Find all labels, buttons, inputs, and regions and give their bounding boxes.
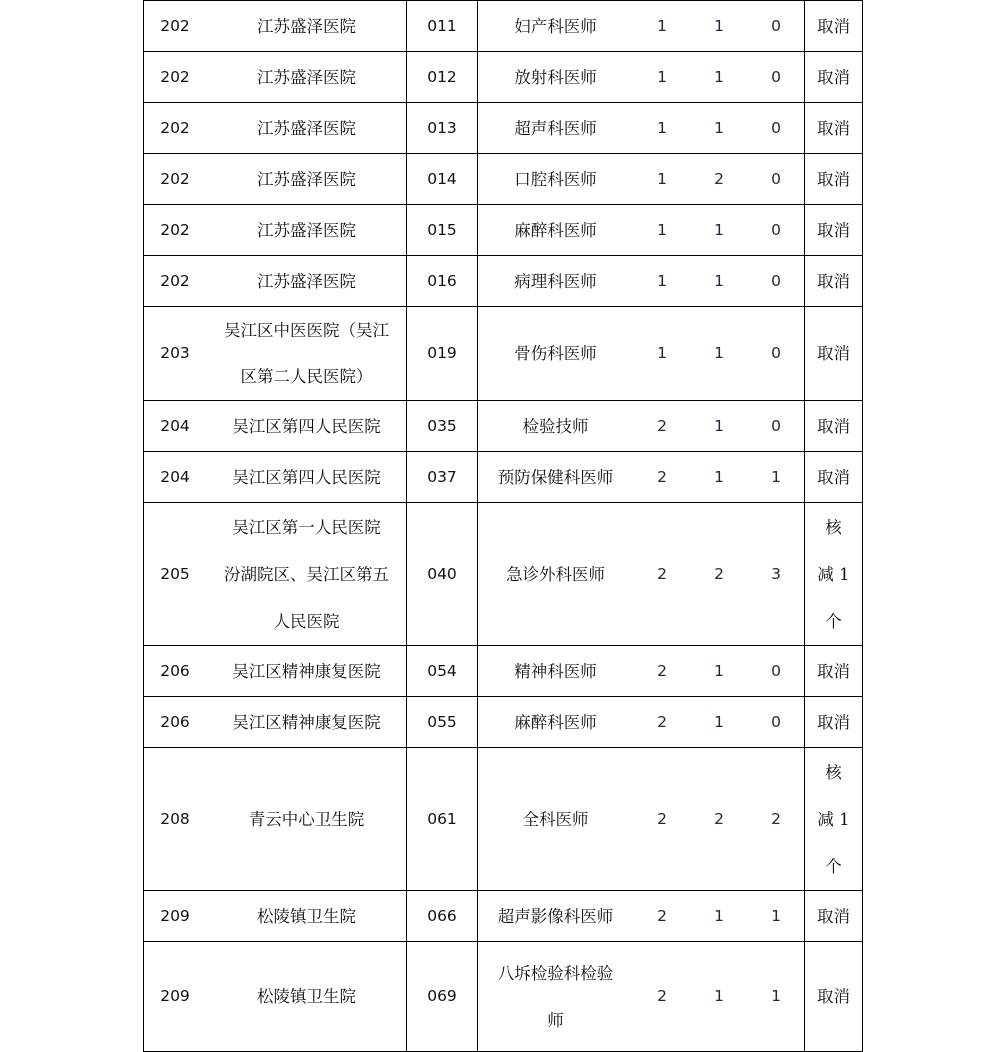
- action-cell: 取消: [805, 52, 863, 103]
- planned-count-cell: 2: [634, 401, 691, 452]
- table-row: [144, 52, 863, 103]
- table-row: [144, 891, 863, 942]
- planned-count-cell: 2: [634, 891, 691, 942]
- table-row: [144, 646, 863, 697]
- post-code-cell: 019: [407, 307, 478, 401]
- post-name-cell: 麻醉科医师: [478, 697, 634, 748]
- action-cell: 取消: [805, 646, 863, 697]
- qualified-count-cell: 0: [748, 401, 805, 452]
- unit-name-cell: 松陵镇卫生院: [207, 942, 407, 1052]
- dept-code-cell: 208: [144, 748, 207, 891]
- post-name-cell: 麻醉科医师: [478, 205, 634, 256]
- post-name-cell: 超声影像科医师: [478, 891, 634, 942]
- applicant-count-cell: 1: [691, 52, 748, 103]
- post-code-cell: 012: [407, 52, 478, 103]
- table-row: [144, 401, 863, 452]
- dept-code-cell: 202: [144, 256, 207, 307]
- applicant-count-cell: 1: [691, 1, 748, 52]
- dept-code-cell: 209: [144, 942, 207, 1052]
- post-name-cell: 病理科医师: [478, 256, 634, 307]
- planned-count-cell: 2: [634, 646, 691, 697]
- applicant-count-cell: 1: [691, 103, 748, 154]
- table-row: [144, 697, 863, 748]
- applicant-count-cell: 2: [691, 748, 748, 891]
- action-cell: 核 减 1 个: [805, 748, 863, 891]
- planned-count-cell: 1: [634, 256, 691, 307]
- post-code-cell: 061: [407, 748, 478, 891]
- table-row: [144, 748, 863, 891]
- applicant-count-cell: 1: [691, 646, 748, 697]
- post-code-cell: 069: [407, 942, 478, 1052]
- post-name-cell: 检验技师: [478, 401, 634, 452]
- unit-name-cell: 江苏盛泽医院: [207, 205, 407, 256]
- applicant-count-cell: 1: [691, 891, 748, 942]
- action-cell: 取消: [805, 891, 863, 942]
- qualified-count-cell: 0: [748, 307, 805, 401]
- post-code-cell: 040: [407, 503, 478, 646]
- qualified-count-cell: 3: [748, 503, 805, 646]
- dept-code-cell: 204: [144, 452, 207, 503]
- post-code-cell: 013: [407, 103, 478, 154]
- adjustment-table: [143, 0, 863, 1052]
- unit-name-cell: 江苏盛泽医院: [207, 1, 407, 52]
- applicant-count-cell: 1: [691, 205, 748, 256]
- post-code-cell: 015: [407, 205, 478, 256]
- qualified-count-cell: 2: [748, 748, 805, 891]
- qualified-count-cell: 0: [748, 1, 805, 52]
- applicant-count-cell: 2: [691, 154, 748, 205]
- planned-count-cell: 2: [634, 503, 691, 646]
- table-row: [144, 942, 863, 1052]
- dept-code-cell: 206: [144, 697, 207, 748]
- action-cell: 取消: [805, 452, 863, 503]
- qualified-count-cell: 1: [748, 891, 805, 942]
- applicant-count-cell: 1: [691, 401, 748, 452]
- unit-name-cell: 吴江区第一人民医院 汾湖院区、吴江区第五 人民医院: [207, 503, 407, 646]
- applicant-count-cell: 1: [691, 942, 748, 1052]
- action-cell: 取消: [805, 205, 863, 256]
- qualified-count-cell: 0: [748, 154, 805, 205]
- applicant-count-cell: 1: [691, 697, 748, 748]
- post-name-cell: 精神科医师: [478, 646, 634, 697]
- action-cell: 取消: [805, 256, 863, 307]
- unit-name-cell: 青云中心卫生院: [207, 748, 407, 891]
- unit-name-cell: 吴江区第四人民医院: [207, 452, 407, 503]
- planned-count-cell: 1: [634, 1, 691, 52]
- dept-code-cell: 202: [144, 154, 207, 205]
- dept-code-cell: 205: [144, 503, 207, 646]
- post-code-cell: 054: [407, 646, 478, 697]
- post-name-cell: 超声科医师: [478, 103, 634, 154]
- qualified-count-cell: 1: [748, 452, 805, 503]
- post-name-cell: 骨伤科医师: [478, 307, 634, 401]
- qualified-count-cell: 0: [748, 697, 805, 748]
- dept-code-cell: 209: [144, 891, 207, 942]
- table-row: [144, 103, 863, 154]
- post-code-cell: 055: [407, 697, 478, 748]
- table-row: [144, 452, 863, 503]
- post-code-cell: 035: [407, 401, 478, 452]
- action-cell: 取消: [805, 942, 863, 1052]
- dept-code-cell: 203: [144, 307, 207, 401]
- planned-count-cell: 1: [634, 205, 691, 256]
- table-row: [144, 256, 863, 307]
- table-row: [144, 503, 863, 646]
- planned-count-cell: 2: [634, 748, 691, 891]
- dept-code-cell: 202: [144, 205, 207, 256]
- planned-count-cell: 1: [634, 103, 691, 154]
- dept-code-cell: 202: [144, 52, 207, 103]
- unit-name-cell: 江苏盛泽医院: [207, 256, 407, 307]
- action-cell: 取消: [805, 154, 863, 205]
- action-cell: 取消: [805, 1, 863, 52]
- dept-code-cell: 202: [144, 103, 207, 154]
- post-code-cell: 016: [407, 256, 478, 307]
- applicant-count-cell: 1: [691, 307, 748, 401]
- table-body: [144, 1, 863, 1052]
- planned-count-cell: 2: [634, 942, 691, 1052]
- qualified-count-cell: 0: [748, 52, 805, 103]
- planned-count-cell: 2: [634, 452, 691, 503]
- post-name-cell: 八坼检验科检验 师: [478, 942, 634, 1052]
- post-name-cell: 全科医师: [478, 748, 634, 891]
- table-row: [144, 154, 863, 205]
- qualified-count-cell: 0: [748, 205, 805, 256]
- unit-name-cell: 江苏盛泽医院: [207, 52, 407, 103]
- planned-count-cell: 1: [634, 52, 691, 103]
- planned-count-cell: 1: [634, 154, 691, 205]
- applicant-count-cell: 1: [691, 256, 748, 307]
- unit-name-cell: 江苏盛泽医院: [207, 154, 407, 205]
- post-name-cell: 放射科医师: [478, 52, 634, 103]
- unit-name-cell: 吴江区精神康复医院: [207, 697, 407, 748]
- action-cell: 核 减 1 个: [805, 503, 863, 646]
- action-cell: 取消: [805, 697, 863, 748]
- action-cell: 取消: [805, 103, 863, 154]
- post-code-cell: 066: [407, 891, 478, 942]
- action-cell: 取消: [805, 307, 863, 401]
- dept-code-cell: 204: [144, 401, 207, 452]
- qualified-count-cell: 0: [748, 256, 805, 307]
- post-name-cell: 预防保健科医师: [478, 452, 634, 503]
- qualified-count-cell: 0: [748, 103, 805, 154]
- qualified-count-cell: 0: [748, 646, 805, 697]
- post-name-cell: 妇产科医师: [478, 1, 634, 52]
- unit-name-cell: 吴江区精神康复医院: [207, 646, 407, 697]
- table-row: [144, 1, 863, 52]
- action-cell: 取消: [805, 401, 863, 452]
- applicant-count-cell: 1: [691, 452, 748, 503]
- qualified-count-cell: 1: [748, 942, 805, 1052]
- unit-name-cell: 吴江区中医医院（吴江 区第二人民医院）: [207, 307, 407, 401]
- post-code-cell: 011: [407, 1, 478, 52]
- table-row: [144, 307, 863, 401]
- unit-name-cell: 吴江区第四人民医院: [207, 401, 407, 452]
- post-code-cell: 037: [407, 452, 478, 503]
- post-name-cell: 急诊外科医师: [478, 503, 634, 646]
- dept-code-cell: 206: [144, 646, 207, 697]
- planned-count-cell: 1: [634, 307, 691, 401]
- post-name-cell: 口腔科医师: [478, 154, 634, 205]
- table-row: [144, 205, 863, 256]
- applicant-count-cell: 2: [691, 503, 748, 646]
- dept-code-cell: 202: [144, 1, 207, 52]
- post-code-cell: 014: [407, 154, 478, 205]
- planned-count-cell: 2: [634, 697, 691, 748]
- unit-name-cell: 松陵镇卫生院: [207, 891, 407, 942]
- unit-name-cell: 江苏盛泽医院: [207, 103, 407, 154]
